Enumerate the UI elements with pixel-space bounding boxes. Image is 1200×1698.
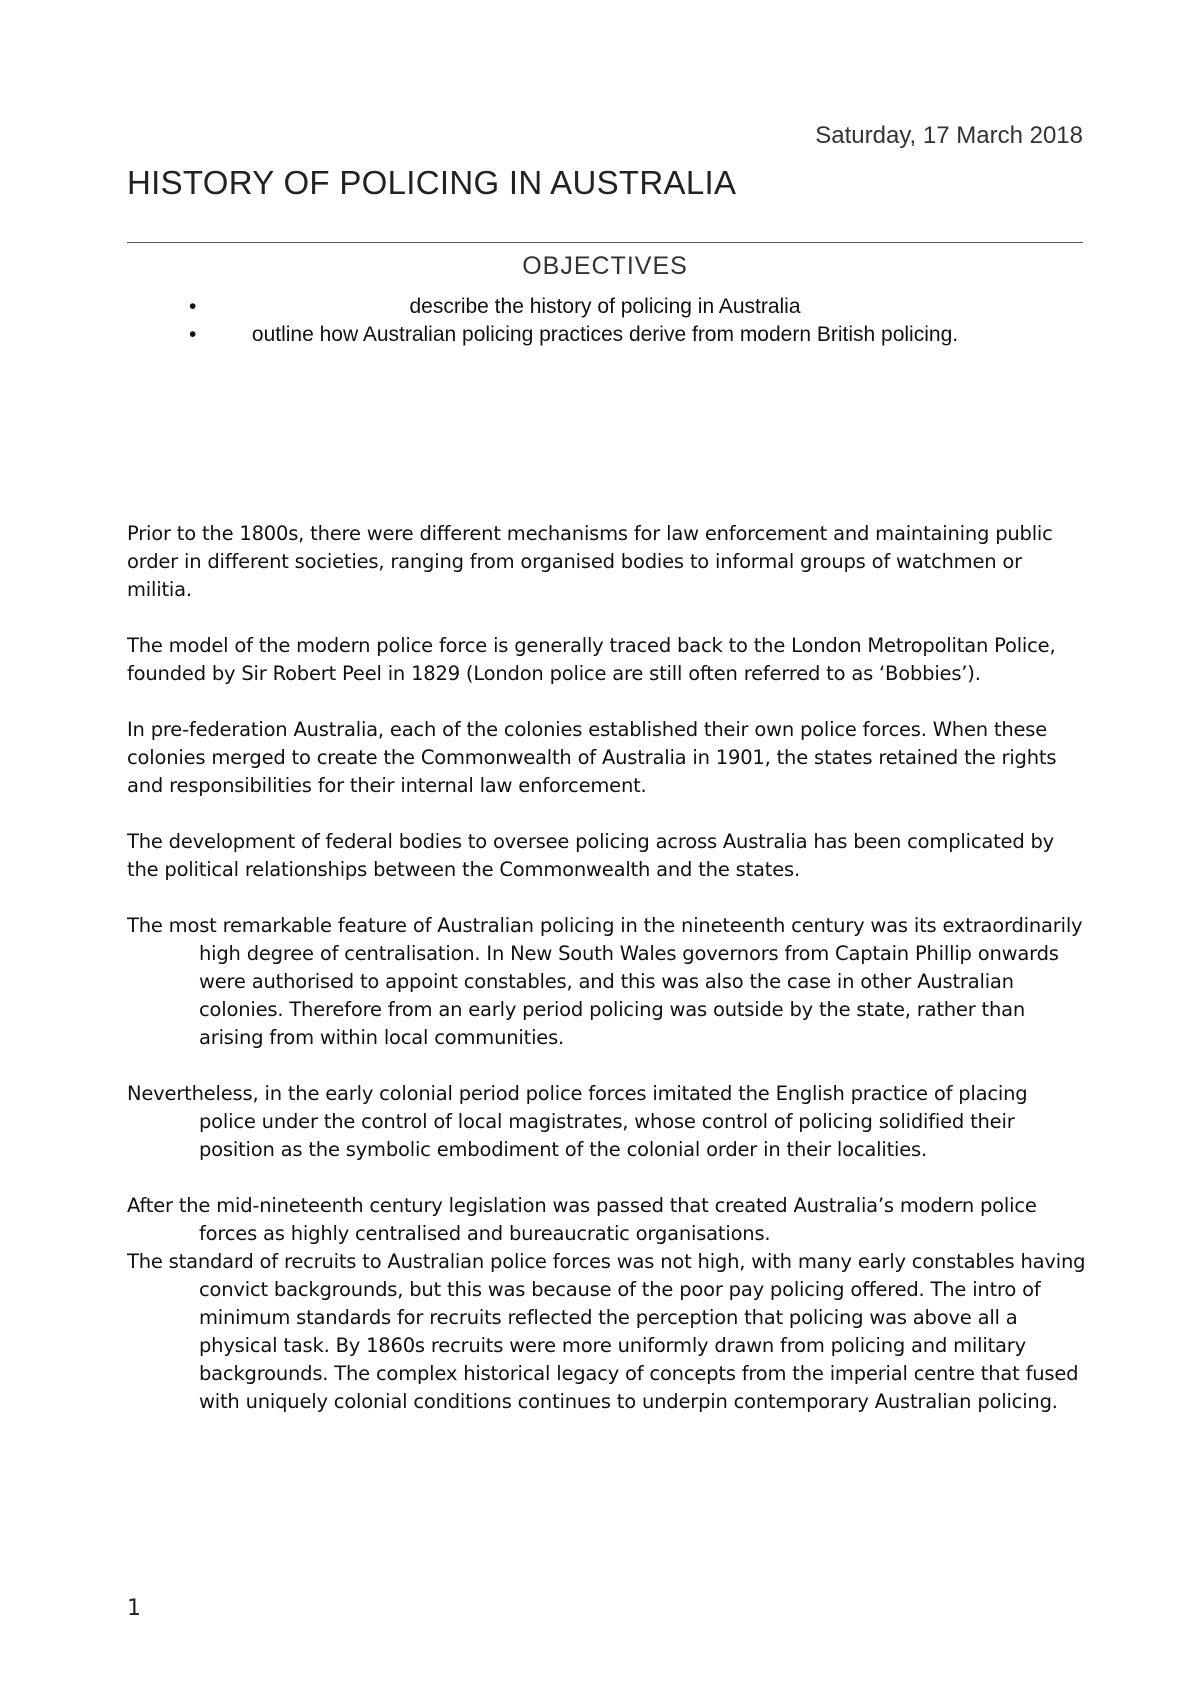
paragraph: The standard of recruits to Australian police forces was not high, with many early constables having convict backgrounds, but this was because of the poor pay policing offered. The intro of minimum standards for recruits reflected the perception that policing was above all a physical task. By 1860s recruits were more uniformly drawn from policing and military backgrounds. The complex historical legacy of concepts from the imperial centre that fused with uniquely colonial conditions continues to underpin contemporary Australian policing. xyxy=(127,1250,1086,1413)
document-date: Saturday, 17 March 2018 xyxy=(815,122,1083,149)
objectives-heading: OBJECTIVES xyxy=(522,252,688,280)
body-text xyxy=(127,520,1087,1444)
paragraph: The development of federal bodies to oversee policing across Australia has been complicated by the political relationships between the Commonwealth and the states. xyxy=(127,830,1055,881)
paragraph: Nevertheless, in the early colonial period police forces imitated the English practice of placing police under the control of local magistrates, whose control of policing solidified their position as the symbolic embodiment of the colonial order in their localities. xyxy=(127,1082,1028,1161)
title-divider xyxy=(127,242,1083,243)
paragraph: After the mid-nineteenth century legislation was passed that created Australia’s modern police forces as highly centralised and bureaucratic organisations. xyxy=(127,1194,1037,1245)
objectives-section xyxy=(127,252,1083,349)
objective-item xyxy=(127,293,1083,321)
bullet-icon: • xyxy=(189,323,197,346)
paragraph: The model of the modern police force is generally traced back to the London Metropolitan Police, founded by Sir Robert Peel in 1829 (London police are still often referred to as ‘Bobbies’). xyxy=(127,634,1056,685)
bullet-icon: • xyxy=(189,295,197,318)
page-number: 1 xyxy=(127,1596,141,1621)
objective-item xyxy=(127,321,1083,349)
document-title: HISTORY OF POLICING IN AUSTRALIA xyxy=(127,164,737,201)
objective-text: outline how Australian policing practices derive from modern British policing. xyxy=(251,323,959,346)
objective-text: describe the history of policing in Australia xyxy=(409,295,801,318)
paragraph: In pre-federation Australia, each of the colonies established their own police forces. When these colonies merged to create the Commonwealth of Australia in 1901, the states retained the rights and responsibilities for their internal law enforcement. xyxy=(127,718,1057,797)
paragraph: Prior to the 1800s, there were different mechanisms for law enforcement and maintaining public order in different societies, ranging from organised bodies to informal groups of watchmen or militia. xyxy=(127,522,1053,601)
paragraph: The most remarkable feature of Australian policing in the nineteenth century was its extraordinarily high degree of centralisation. In New South Wales governors from Captain Phillip onwards were authorised to appoint constables, and this was also the case in other Australian colonies. Therefore from an early period policing was outside by the state, rather than arising from within local communities. xyxy=(127,914,1083,1049)
